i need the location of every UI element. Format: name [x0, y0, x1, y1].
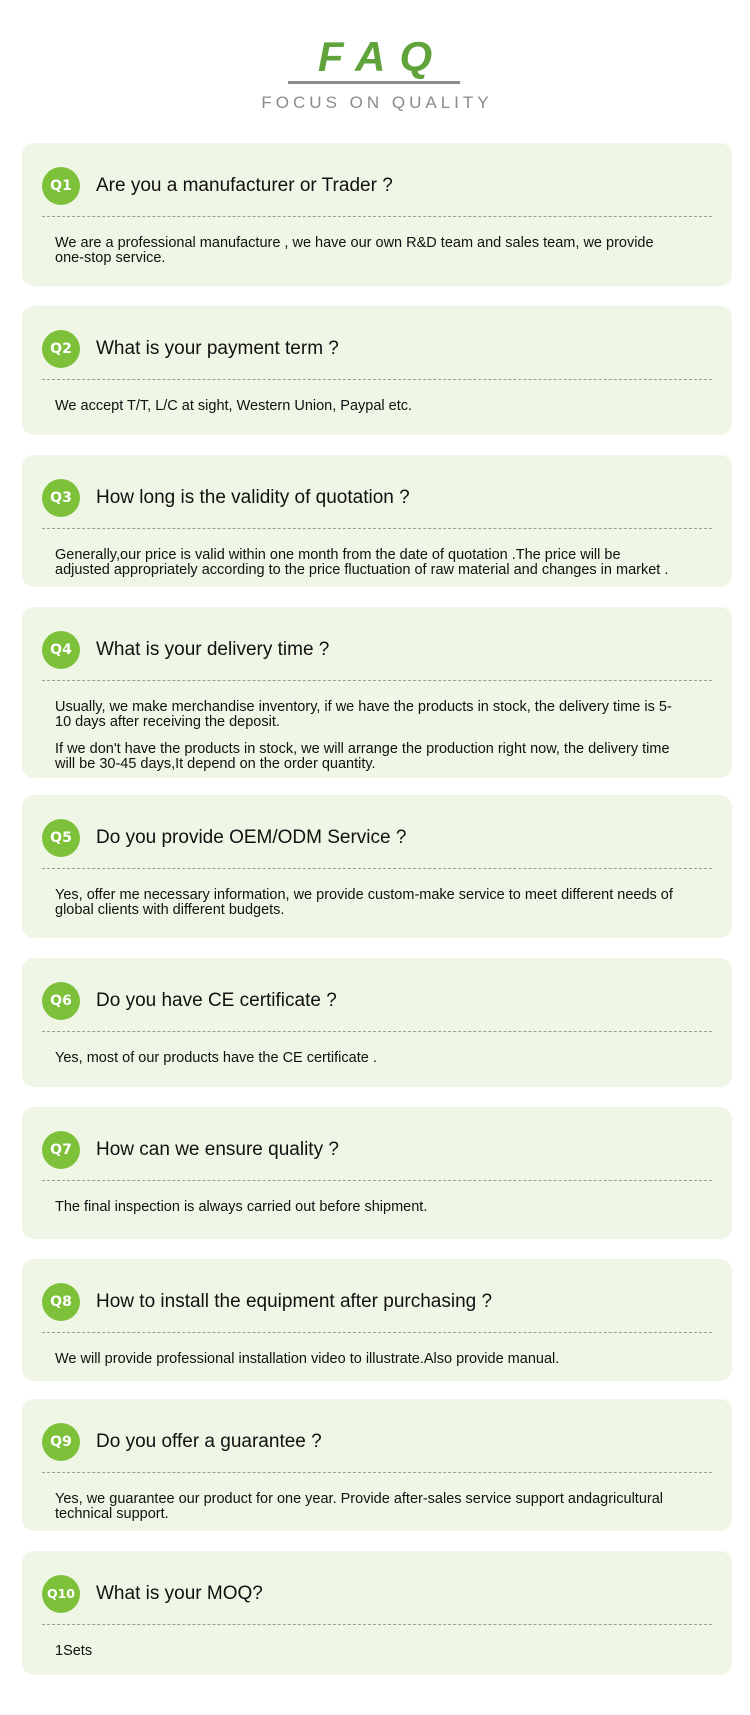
faq-question: How can we ensure quality ? — [96, 1139, 339, 1160]
faq-card — [22, 1399, 732, 1531]
dashed-divider — [42, 1332, 712, 1333]
page-subtitle: FOCUS ON QUALITY — [261, 93, 493, 112]
answer-paragraph: We are a professional manufacture , we have our own R&D team and sales team, we provide one-stop service. — [55, 235, 654, 266]
answer-paragraph: We will provide professional installation video to illustrate.Also provide manual. — [55, 1351, 560, 1367]
faq-answer — [55, 1352, 675, 1367]
answer-paragraph: Generally,our price is valid within one month from the date of quotation .The price will be adjusted appropriately according to the price fluctuation of raw material and changes in market . — [55, 547, 669, 578]
question-number-badge: Q3 — [42, 479, 80, 517]
dashed-divider — [42, 379, 712, 380]
dashed-divider — [42, 680, 712, 681]
question-number-badge: Q2 — [42, 330, 80, 368]
faq-answer — [55, 236, 675, 266]
question-number-badge: Q6 — [42, 982, 80, 1020]
title-underline — [288, 81, 460, 84]
faq-question: What is your payment term ? — [96, 338, 339, 359]
faq-question: Do you offer a guarantee ? — [96, 1431, 322, 1452]
faq-card — [22, 1107, 732, 1239]
dashed-divider — [42, 528, 712, 529]
dashed-divider — [42, 1031, 712, 1032]
dashed-divider — [42, 216, 712, 217]
answer-paragraph: If we don't have the products in stock, we will arrange the production right now, the delivery time will be 30-45 days,It depend on the order quantity. — [55, 741, 670, 772]
dashed-divider — [42, 868, 712, 869]
answer-paragraph: We accept T/T, L/C at sight, Western Union, Paypal etc. — [55, 398, 413, 414]
page-title: FAQ — [317, 33, 447, 80]
faq-answer — [55, 1200, 675, 1215]
faq-question: Do you provide OEM/ODM Service ? — [96, 827, 407, 848]
faq-question: What is your delivery time ? — [96, 639, 330, 660]
faq-question: Are you a manufacturer or Trader ? — [96, 175, 393, 196]
dashed-divider — [42, 1180, 712, 1181]
question-number-badge: Q4 — [42, 631, 80, 669]
faq-answer — [55, 888, 675, 918]
answer-paragraph: Yes, offer me necessary information, we provide custom-make service to meet different needs of global clients with different budgets. — [55, 887, 673, 918]
question-number-badge: Q1 — [42, 167, 80, 205]
answer-paragraph: Yes, most of our products have the CE certificate . — [55, 1050, 377, 1066]
faq-card — [22, 143, 732, 286]
faq-answer — [55, 700, 675, 772]
question-number-badge: Q10 — [42, 1575, 80, 1613]
question-number-badge: Q7 — [42, 1131, 80, 1169]
answer-paragraph: 1Sets — [55, 1643, 93, 1659]
answer-paragraph: Usually, we make merchandise inventory, if we have the products in stock, the delivery time is 5-10 days after receiving the deposit. — [55, 699, 672, 730]
answer-paragraph: Yes, we guarantee our product for one year. Provide after-sales service support andagricultural technical support. — [55, 1491, 664, 1522]
question-number-badge: Q5 — [42, 819, 80, 857]
faq-card — [22, 1551, 732, 1675]
faq-question: Do you have CE certificate ? — [96, 990, 337, 1011]
faq-card — [22, 306, 732, 435]
faq-answer — [55, 1492, 675, 1522]
faq-answer — [55, 548, 675, 578]
faq-card — [22, 455, 732, 587]
faq-answer — [55, 1644, 675, 1659]
faq-card — [22, 795, 732, 938]
faq-question: How to install the equipment after purchasing ? — [96, 1291, 493, 1312]
faq-answer — [55, 399, 675, 414]
faq-card — [22, 958, 732, 1087]
question-number-badge: Q9 — [42, 1423, 80, 1461]
faq-question: What is your MOQ? — [96, 1583, 263, 1604]
faq-question: How long is the validity of quotation ? — [96, 487, 410, 508]
dashed-divider — [42, 1472, 712, 1473]
faq-card — [22, 1259, 732, 1381]
answer-paragraph: The final inspection is always carried out before shipment. — [55, 1199, 428, 1215]
dashed-divider — [42, 1624, 712, 1625]
faq-answer — [55, 1051, 675, 1066]
faq-header — [0, 0, 750, 130]
question-number-badge: Q8 — [42, 1283, 80, 1321]
faq-card — [22, 607, 732, 778]
